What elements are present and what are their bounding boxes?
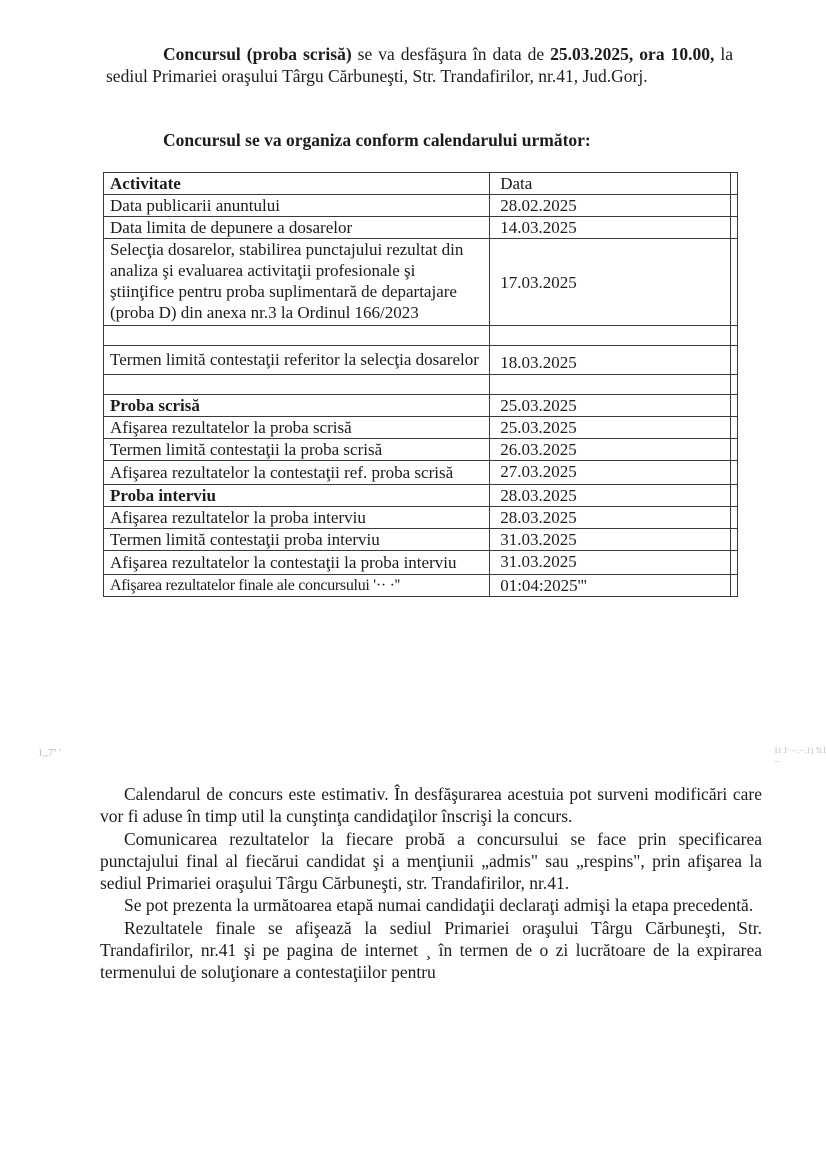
extra-column-cell [730,417,737,439]
extra-column-cell [730,195,737,217]
paragraph-calendar-estimate [100,783,762,828]
paragraph-text: Se pot prezenta la următoarea etapă numai candidaţii declaraţi admişi la etapa precedentă. [124,895,754,916]
row-activity: Afişarea rezultatelor la contestaţii ref. proba scrisă [104,461,490,485]
scan-artifact-left: 1,,7'' ' [38,748,61,759]
scan-artifact-right: 11 J··-·.-·.1) 'li.l ... [774,746,826,764]
extra-column-cell [730,239,737,326]
intro-bold-lead: Concursul (proba scrisă) [163,44,352,64]
row-date: 28.03.2025 [490,485,731,507]
extra-column-cell [730,507,737,529]
extra-column-cell [730,551,737,575]
paragraph-text: Rezultatele finale se afişează la sediul Primariei oraşului Târgu Cărbuneşti, Str. Trandafirilor, nr.41 şi pe pagina de internet ¸ în termen de o zi lucrătoare de la expirarea termenului de soluţionare a contestaţiilor pentru [100,917,762,983]
paragraph-text: Comunicarea rezultatelor la fiecare probă a concursului se face prin specificarea punctajului final al fiecărui candidat şi a menţiunii „admis" sau „respins", prin afişarea la sediul Primariei oraşului Târgu Cărbuneşti, str. Trandafirilor, nr.41. [100,828,762,894]
intro-middle: se va desfăşura în data de [351,44,551,64]
table-row [104,239,738,326]
row-date: 31.03.2025 [490,529,731,551]
row-date: 18.03.2025 [490,346,731,375]
row-activity [104,375,490,395]
row-date: 14.03.2025 [490,217,731,239]
table-row [104,439,738,461]
paragraph-final-results [100,917,762,984]
header-date: Data [490,173,731,195]
row-activity: Afişarea rezultatelor la proba interviu [104,507,490,529]
table-row [104,417,738,439]
row-activity: Afişarea rezultatelor la proba scrisă [104,417,490,439]
row-activity: Data publicarii anuntului [104,195,490,217]
header-activity: Activitate [104,173,490,195]
row-date: 28.02.2025 [490,195,731,217]
intro-bold-date: 25.03.2025, ora 10.00, [550,44,715,64]
row-activity [104,326,490,346]
row-activity: Termen limită contestaţii proba interviu [104,529,490,551]
row-activity: Data limita de depunere a dosarelor [104,217,490,239]
row-date: 25.03.2025 [490,417,731,439]
extra-column-cell [730,346,737,375]
calendar-table [103,172,738,597]
intro-paragraph [106,43,733,87]
extra-column-cell [730,461,737,485]
intro-rest: la sediul Primariei oraşului Târgu Cărbuneşti, Str. Trandafirilor, nr.41, Jud.Gorj. [106,44,733,86]
extra-column-cell [730,529,737,551]
table-row-blank [104,375,738,395]
row-date: 28.03.2025 [490,507,731,529]
table-row [104,395,738,417]
row-activity: Afişarea rezultatelor finale ale concursului '·· ·'' [104,575,490,597]
closing-section [100,783,762,984]
row-activity: Proba scrisă [104,395,490,417]
row-date: 01:04:2025''' [490,575,731,597]
row-date: 31.03.2025 [490,551,731,575]
table-row [104,346,738,375]
row-date: 26.03.2025 [490,439,731,461]
calendar-heading: Concursul se va organiza conform calendarului următor: [163,130,591,150]
row-activity: Afişarea rezultatelor la contestaţii la proba interviu [104,551,490,575]
row-activity: Termen limită contestaţii la proba scrisă [104,439,490,461]
table-row [104,485,738,507]
extra-column-cell [730,326,737,346]
table-row [104,217,738,239]
row-date [490,326,731,346]
row-activity: Selecţia dosarelor, stabilirea punctajului rezultat din analiza şi evaluarea activitaţii profesionale şi ştiinţifice pentru proba suplimentară de departajare (proba D) din anexa nr.3 la Ordinul 166/2023 [104,239,490,326]
table-row [104,575,738,597]
extra-column-cell [730,375,737,395]
extra-column-cell [730,575,737,597]
table-row-blank [104,326,738,346]
row-activity: Termen limită contestaţii referitor la selecţia dosarelor [104,346,490,375]
table-row [104,195,738,217]
table-row [104,461,738,485]
table-row [104,529,738,551]
table-row [104,551,738,575]
row-date: 27.03.2025 [490,461,731,485]
extra-column-cell [730,439,737,461]
row-date: 25.03.2025 [490,395,731,417]
extra-column-cell [730,173,737,195]
row-date [490,375,731,395]
extra-column-cell [730,395,737,417]
paragraph-next-stage [100,894,762,916]
row-activity: Proba interviu [104,485,490,507]
paragraph-results-communication [100,828,762,895]
row-date: 17.03.2025 [490,239,731,326]
table-header-row [104,173,738,195]
paragraph-text: Calendarul de concurs este estimativ. În desfăşurarea acestuia pot surveni modificări care vor fi aduse în timp util la cunştinţa candidaţilor înscrişi la concurs. [100,784,762,827]
extra-column-cell [730,217,737,239]
table-row [104,507,738,529]
extra-column-cell [730,485,737,507]
